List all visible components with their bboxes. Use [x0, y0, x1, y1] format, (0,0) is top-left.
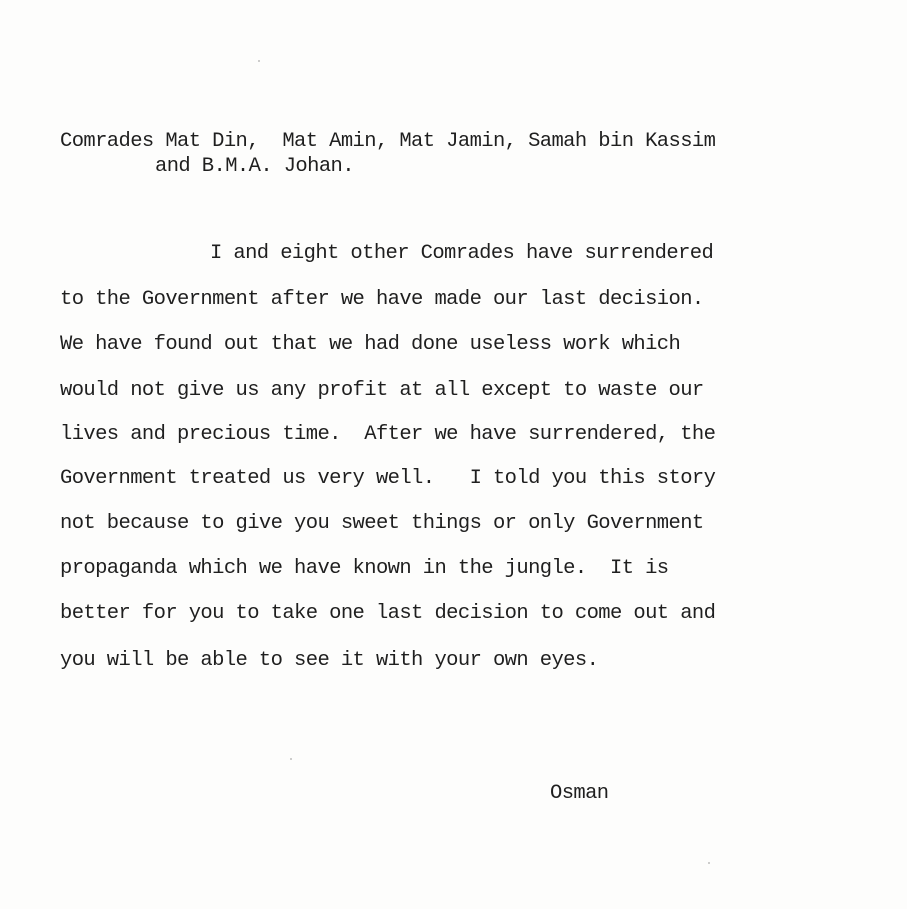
body-line: propaganda which we have known in the jungle. It is	[60, 557, 669, 580]
signature: Osman	[550, 782, 609, 805]
salutation-line-1: Comrades Mat Din, Mat Amin, Mat Jamin, Samah bin Kassim	[60, 130, 716, 153]
body-line: to the Government after we have made our last decision.	[60, 288, 704, 311]
paper-speck	[708, 862, 710, 864]
body-line: would not give us any profit at all except to waste our	[60, 379, 704, 402]
body-line: I and eight other Comrades have surrendered	[210, 242, 714, 265]
paper-speck	[258, 60, 260, 62]
body-line: not because to give you sweet things or only Government	[60, 512, 704, 535]
body-line: lives and precious time. After we have surrendered, the	[60, 423, 716, 446]
paper-speck	[290, 758, 292, 760]
body-line: you will be able to see it with your own eyes.	[60, 649, 599, 672]
body-line: Government treated us very well. I told you this story	[60, 467, 716, 490]
body-line: better for you to take one last decision to come out and	[60, 602, 716, 625]
salutation-line-2: and B.M.A. Johan.	[155, 155, 354, 178]
body-line: We have found out that we had done useless work which	[60, 333, 681, 356]
